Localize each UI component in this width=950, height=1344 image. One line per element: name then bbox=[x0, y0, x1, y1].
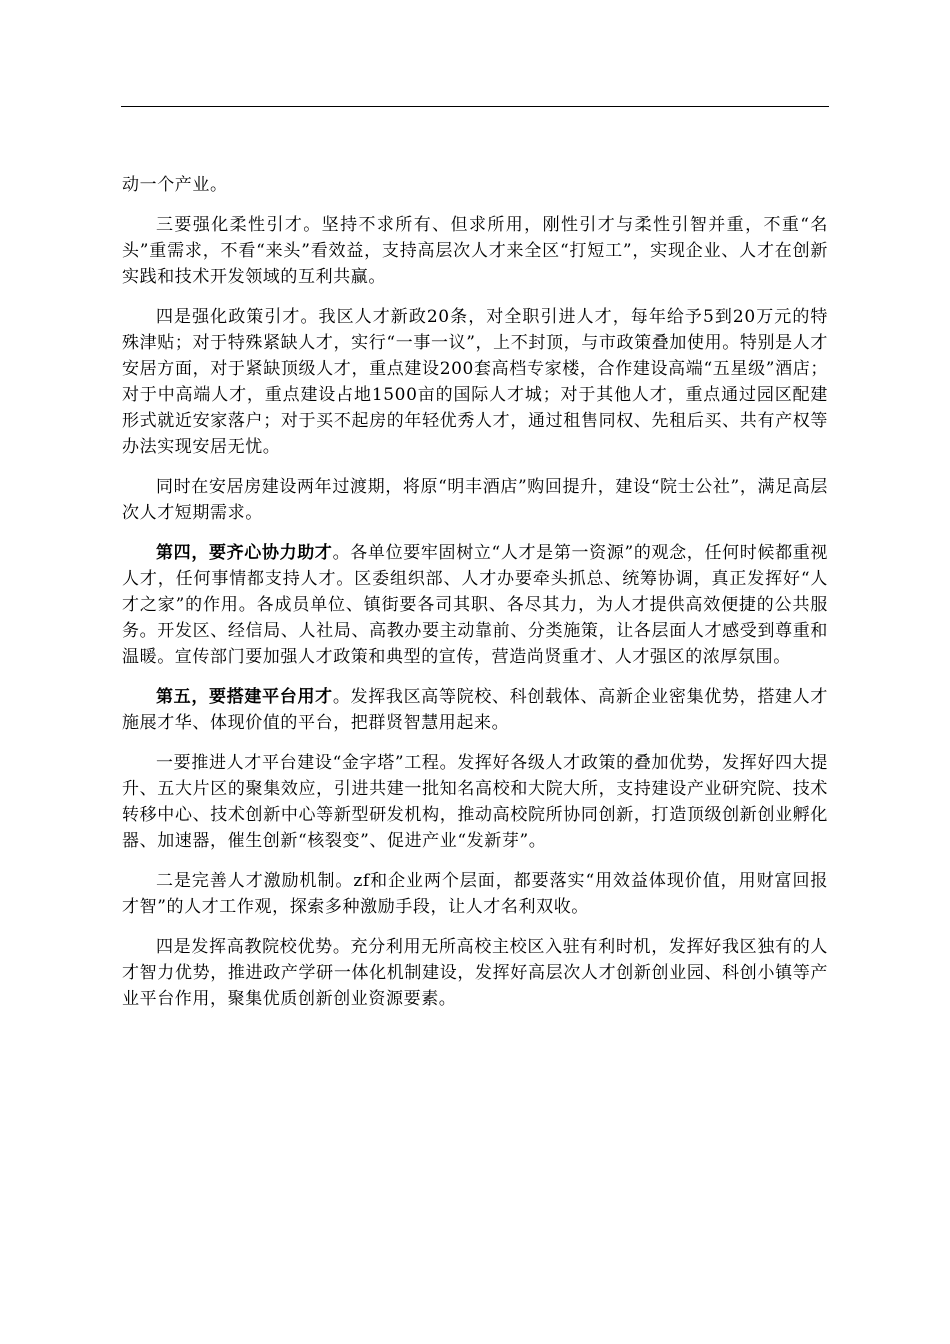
document-body bbox=[122, 172, 828, 1026]
paragraph-lead-heading: 第五，要搭建平台用才 bbox=[156, 687, 333, 707]
paragraph-text: 三要强化柔性引才。坚持不求所有、但求所用，刚性引才与柔性引智并重，不重“名头”重需求，不看“来头”看效益，支持高层次人才来全区“打短工”，实现企业、人才在创新实践和技术开发领域的互利共赢。 bbox=[122, 215, 828, 287]
paragraph-text: 二是完善人才激励机制。zf和企业两个层面，都要落实“用效益体现价值，用财富回报才智”的人才工作观，探索多种激励手段，让人才名利双收。 bbox=[122, 871, 828, 917]
paragraph-5 bbox=[122, 540, 828, 670]
paragraph-9 bbox=[122, 934, 828, 1012]
paragraph-3 bbox=[122, 304, 828, 460]
header-rule bbox=[121, 106, 829, 107]
paragraph-text: 四是发挥高教院校优势。充分利用无所高校主校区入驻有利时机，发挥好我区独有的人才智力优势，推进政产学研一体化机制建设，发挥好高层次人才创新创业园、科创小镇等产业平台作用，聚集优质创新创业资源要素。 bbox=[122, 937, 828, 1009]
paragraph-1 bbox=[122, 172, 828, 198]
paragraph-2 bbox=[122, 212, 828, 290]
paragraph-lead-heading: 第四，要齐心协力助才 bbox=[156, 543, 333, 563]
paragraph-text: 。各单位要牢固树立“人才是第一资源”的观念，任何时候都重视人才，任何事情都支持人才。区委组织部、人才办要牵头抓总、统筹协调，真正发挥好“人才之家”的作用。各成员单位、镇街要各司其职、各尽其力，为人才提供高效便捷的公共服务。开发区、经信局、人社局、高教办要主动靠前、分类施策，让各层面人才感受到尊重和温暖。宣传部门要加强人才政策和典型的宣传，营造尚贤重才、人才强区的浓厚氛围。 bbox=[122, 543, 829, 667]
paragraph-text: 同时在安居房建设两年过渡期，将原“明丰酒店”购回提升，建设“院士公社”，满足高层次人才短期需求。 bbox=[122, 477, 828, 523]
paragraph-7 bbox=[122, 750, 828, 854]
paragraph-4 bbox=[122, 474, 828, 526]
paragraph-text: 四是强化政策引才。我区人才新政20条，对全职引进人才，每年给予5到20万元的特殊津贴；对于特殊紧缺人才，实行“一事一议”，上不封顶，与市政策叠加使用。特别是人才安居方面，对于紧缺顶级人才，重点建设200套高档专家楼，合作建设高端“五星级”酒店；对于中高端人才，重点建设占地1500亩的国际人才城；对于其他人才，重点通过园区配建形式就近安家落户；对于买不起房的年轻优秀人才，通过租售同权、先租后买、共有产权等办法实现安居无忧。 bbox=[122, 307, 828, 457]
paragraph-6 bbox=[122, 684, 828, 736]
paragraph-text: 一要推进人才平台建设“金字塔”工程。发挥好各级人才政策的叠加优势，发挥好四大提升、五大片区的聚集效应，引进共建一批知名高校和大院大所，支持建设产业研究院、技术转移中心、技术创新中心等新型研发机构，推动高校院所协同创新，打造顶级创新创业孵化器、加速器，催生创新“核裂变”、促进产业“发新芽”。 bbox=[122, 753, 828, 851]
paragraph-8 bbox=[122, 868, 828, 920]
paragraph-text: 动一个产业。 bbox=[122, 175, 228, 195]
paragraph-text: 。发挥我区高等院校、科创载体、高新企业密集优势，搭建人才施展才华、体现价值的平台，把群贤智慧用起来。 bbox=[122, 687, 828, 733]
